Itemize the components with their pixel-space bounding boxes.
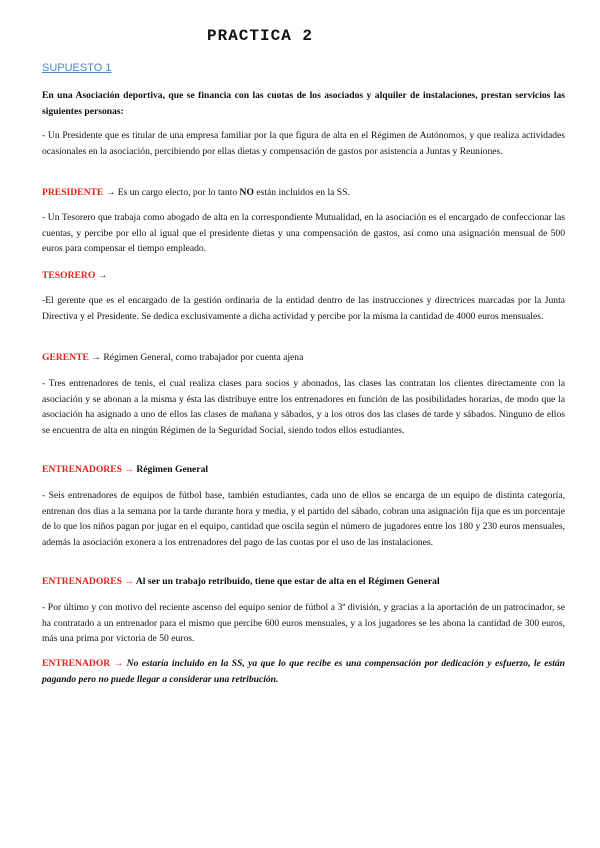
answer-entrenadores-tenis (42, 462, 565, 478)
answer-arrow: → (121, 464, 137, 475)
answer-text: Al ser un trabajo retribuido, tiene que estar de alta en el Régimen General (135, 576, 440, 587)
answer-text: → (95, 270, 108, 281)
answer-tesorero (42, 268, 565, 284)
answer-gerente (42, 350, 565, 366)
paragraph-entrenador-senior: - Por último y con motivo del reciente ascenso del equipo senior de fútbol a 3ª división, y gracias a la aportación de un patrocinador, se ha contratado a un entrenador para el mismo que percibe 600 euros mensuales, y a los jugadores se les abona la cantidad de 300 euros, más una prima por victoria de 50 euros. (42, 602, 565, 645)
paragraph-entrenadores-futbol: - Seis entrenadores de equipos de fútbol base, también estudiantes, cada uno de ellos se encarga de un equipo de distinta categoría, entrenan dos días a la semana por la tarde durante hora y media, y el partido del sábado, cobran una asignación fija que es un porcentaje de lo que los niños pagan por jugar en el equipo, cantidad que oscila según el número de jugadores entre los 180 y 230 euros mensuales, además la asociación exonera a los entrenadores del pago de las cuotas por el uso de las instalaciones. (42, 490, 565, 548)
intro-paragraph: En una Asociación deportiva, que se financia con las cuotas de los asociados y alquiler de instalaciones, prestan servicios las siguientes personas: (42, 90, 565, 117)
answer-presidente (42, 185, 565, 201)
answer-text: están incluidos en la SS. (253, 187, 350, 198)
answer-text: No estaría incluido en la SS, ya que lo que recibe es una compensación por dedicación y esfuerzo, le están pagando pero no puede llegar a considerar una retribución. (42, 658, 566, 685)
section-heading: SUPUESTO 1 (42, 62, 112, 74)
answer-label: PRESIDENTE (42, 187, 104, 198)
answer-label: ENTRENADORES (42, 464, 122, 475)
paragraph-gerente: -El gerente que es el encargado de la gestión ordinaria de la entidad dentro de las instrucciones y directrices marcadas por la Junta Directiva y el Presidente. Se dedica exclusivamente a dicha actividad y percibe por la misma la cantidad de 4000 euros mensuales. (42, 295, 565, 322)
answer-emphasis: NO (239, 187, 254, 198)
paragraph-tesorero: - Un Tesorero que trabaja como abogado de alta en la correspondiente Mutualidad, en la asociación es el encargado de confeccionar las cuentas, y percibe por ello al igual que el presidente dietas y una compensación de gastos, así como una asignación mensual de 500 euros para compensar el tiempo empleado. (42, 212, 565, 255)
paragraph-entrenadores-tenis: - Tres entrenadores de tenis, el cual realiza clases para socios y abonados, las clases las contratan los clientes directamente con la asociación y se abonan a la misma y ésta las distribuye entre los entrenadores en función de las posibilidades horarias, de modo que la asociación ha asignado a uno de ellos las clases de mañana y sábados, y a los otros dos las clases de tarde y sábados. Ninguno de ellos se encuentra de alta en ningún Régimen de la Seguridad Social, siendo todos ellos estudiantes. (42, 378, 565, 436)
answer-entrenador-senior (42, 656, 565, 687)
answer-label: GERENTE (42, 352, 89, 363)
answer-text: → Régimen General, como trabajador por cuenta ajena (88, 352, 304, 363)
page-title: PRACTICA 2 (206, 27, 313, 45)
answer-label: ENTRENADORES (42, 576, 122, 587)
answer-label: ENTRENADOR (42, 658, 111, 669)
answer-text: → Es un cargo electo, por lo tanto (103, 187, 240, 198)
paragraph-presidente: - Un Presidente que es titular de una empresa familiar por la que figura de alta en el Régimen de Autónomos, y que realiza actividades ocasionales en la asociación, percibiendo por ellas dietas y compensación de gastos por asistencia a Juntas y Reuniones. (42, 130, 565, 157)
answer-arrow: → (110, 658, 127, 669)
answer-text: Régimen General (136, 464, 209, 475)
answer-entrenadores-futbol (42, 574, 565, 590)
answer-arrow: → (121, 576, 136, 587)
answer-label: TESORERO (42, 270, 96, 281)
